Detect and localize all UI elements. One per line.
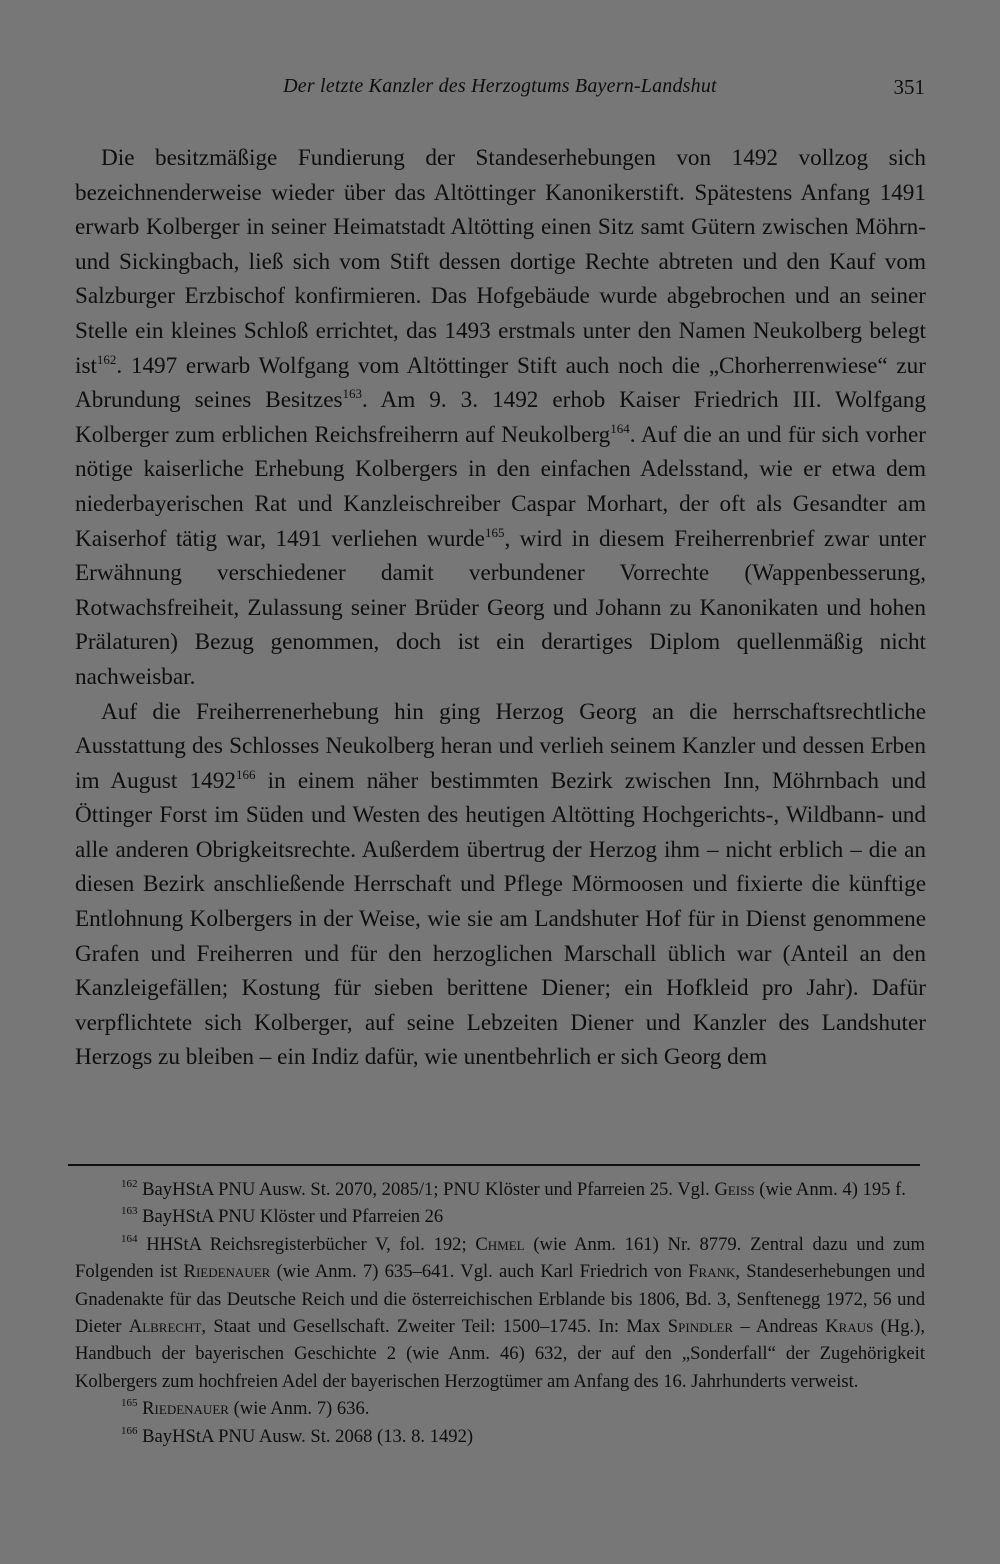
author-name: Frank [688,1261,736,1283]
footnote-number: 162 [121,1178,138,1190]
main-text [75,141,926,1075]
author-name: Spindler [667,1316,734,1338]
author-name: Albrecht [128,1316,202,1338]
footnote-ref-162[interactable]: 162 [96,351,117,367]
footnote-number: 165 [121,1397,138,1410]
footnote-ref-164[interactable]: 164 [610,420,630,436]
footnote-166: $^{166}$ BayHStA PNU Ausw. St. 2068 (13. 8. 1492) [121,1424,474,1447]
paragraph-1: Die besitzmäßige Fundierung der Standeserhebungen von 1492 vollzog sich bezeichnenderweise wieder über das Altöttinger Kanonikerstift. Spätestens Anfang 1491 erwarb Kolberger in seiner Heimatstadt Altötting einen Sitz samt Gütern zwischen Möhrn- und Sickingbach, ließ sich vom Stift dessen dortige Rechte abtreten und den Kauf vom Salzburger Erzbischof konfirmieren. Das Hofgebäude wurde abgebrochen und an seiner Stelle ein kleines Schloß errichtet, das 1493 erstmals unter den Namen Neukolberg belegt ist$^{162}$. 1497 erwarb Wolfgang vom Altöttinger Stift auch noch die „Chorherrenwiese“ zur Abrundung seines Besitzes$^{163}$. Am 9. 3. 1492 erhob Kaiser Friedrich III. Wolfgang Kolberger zum erblichen Reichsfreiherrn auf Neukolberg$^{164}$. Auf die an und für sich vorher nötige kaiserliche Erhebung Kolbergers in den einfachen Adelsstand, wie er etwa dem niederbayerischen Rat und Kanzleischreiber Caspar Morhart, der oft als Gesandter am Kaiserhof tätig war, 1491 verliehen wurde$^{165}$, wird in diesem Freiherrenbrief zwar unter Erwähnung verschiedener damit verbundener Vorrechte (Wappenbesserung, Rotwachsfreiheit, Zulassung seiner Brüder Georg und Johann zu Kanonikaten und hohen Prälaturen) Bezug genommen, doch ist ein derartiges Diplom quellenmäßig nicht nachweisbar. [75,145,926,690]
author-name: Chmel [475,1233,525,1255]
footnote-162: $^{162}$ BayHStA PNU Ausw. St. 2070, 2085/1; PNU Klöster und Pfarreien 25. Vgl. Geiss (wie Anm. 4) 195 f. [121,1178,906,1200]
page-number: 351 [893,75,925,99]
paragraph-2: Auf die Freiherrenerhebung hin ging Herzog Georg an die herrschaftsrechtliche Ausstattung des Schlosses Neukolberg heran und verlieh seinem Kanzler und dessen Erben im August 1492$^{166}$ in einem näher bestimmten Bezirk zwischen Inn, Möhrnbach und Öttinger Forst im Süden und Westen des heutigen Altötting Hochgerichts-, Wildbann- und alle anderen Obrigkeitsrechte. Außerdem übertrug der Herzog ihm – nicht erblich – die an diesen Bezirk anschließende Herrschaft und Pflege Mörmoosen und fixierte die künftige Entlohnung Kolbergers in der Weise, wie sie am Landshuter Hof für in Dienst genommene Grafen und Freiherren und für den herzoglichen Marschall üblich war (Anteil an den Kanzleigefällen; Kostung für sieben berittene Diener; ein Hofkleid pro Jahr). Dafür verpflichtete sich Kolberger, auf seine Lebzeiten Diener und Kanzler des Landshuter Herzogs zu bleiben – ein Indiz dafür, wie unentbehrlich er sich Georg dem [75,698,926,1071]
footnote-163: $^{163}$ BayHStA PNU Klöster und Pfarreien 26 [121,1205,444,1228]
footnote-ref-166[interactable]: 166 [235,766,256,782]
footnote-number: 164 [121,1232,138,1245]
footnote-separator [68,1164,920,1166]
footnote-number: 163 [121,1205,138,1218]
author-name: Geiss [714,1179,755,1200]
author-name: Kraus [825,1316,874,1338]
footnote-165: $^{165}$ Riedenauer (wie Anm. 7) 636. [121,1397,370,1420]
page-header [75,75,925,105]
running-title: Der letzte Kanzler des Herzogtums Bayern-Landshut [283,75,717,97]
footnote-ref-165[interactable]: 165 [484,524,505,540]
author-name: Riedenauer [142,1398,229,1420]
footnotes [75,1176,925,1450]
footnote-164: $^{164}$ HHStA Reichsregisterbücher V, fol. 192; Chmel (wie Anm. 161) Nr. 8779. Zentral dazu und zum Folgenden ist Riedenauer (wie Anm. 7) 635–641. Vgl. auch Karl Friedrich von Frank, Standeserhebungen und Gnadenakte für das Deutsche Reich und die österreichischen Erblande bis 1806, Bd. 3, Senftenegg 1972, 56 und Dieter Albrecht, Staat und Gesellschaft. Zweiter Teil: 1500–1745. In: Max Spindler – Andreas Kraus (Hg.), Handbuch der bayerischen Geschichte 2 (wie Anm. 46) 632, der auf den „Sonderfall“ der Zugehörigkeit Kolbergers zum hochfreien Adel der bayerischen Herzogtümer am Anfang des 16. Jahrhunderts verweist. [75,1232,926,1392]
footnote-number: 166 [121,1424,138,1437]
author-name: Riedenauer [183,1261,271,1283]
footnote-ref-163[interactable]: 163 [342,386,363,402]
